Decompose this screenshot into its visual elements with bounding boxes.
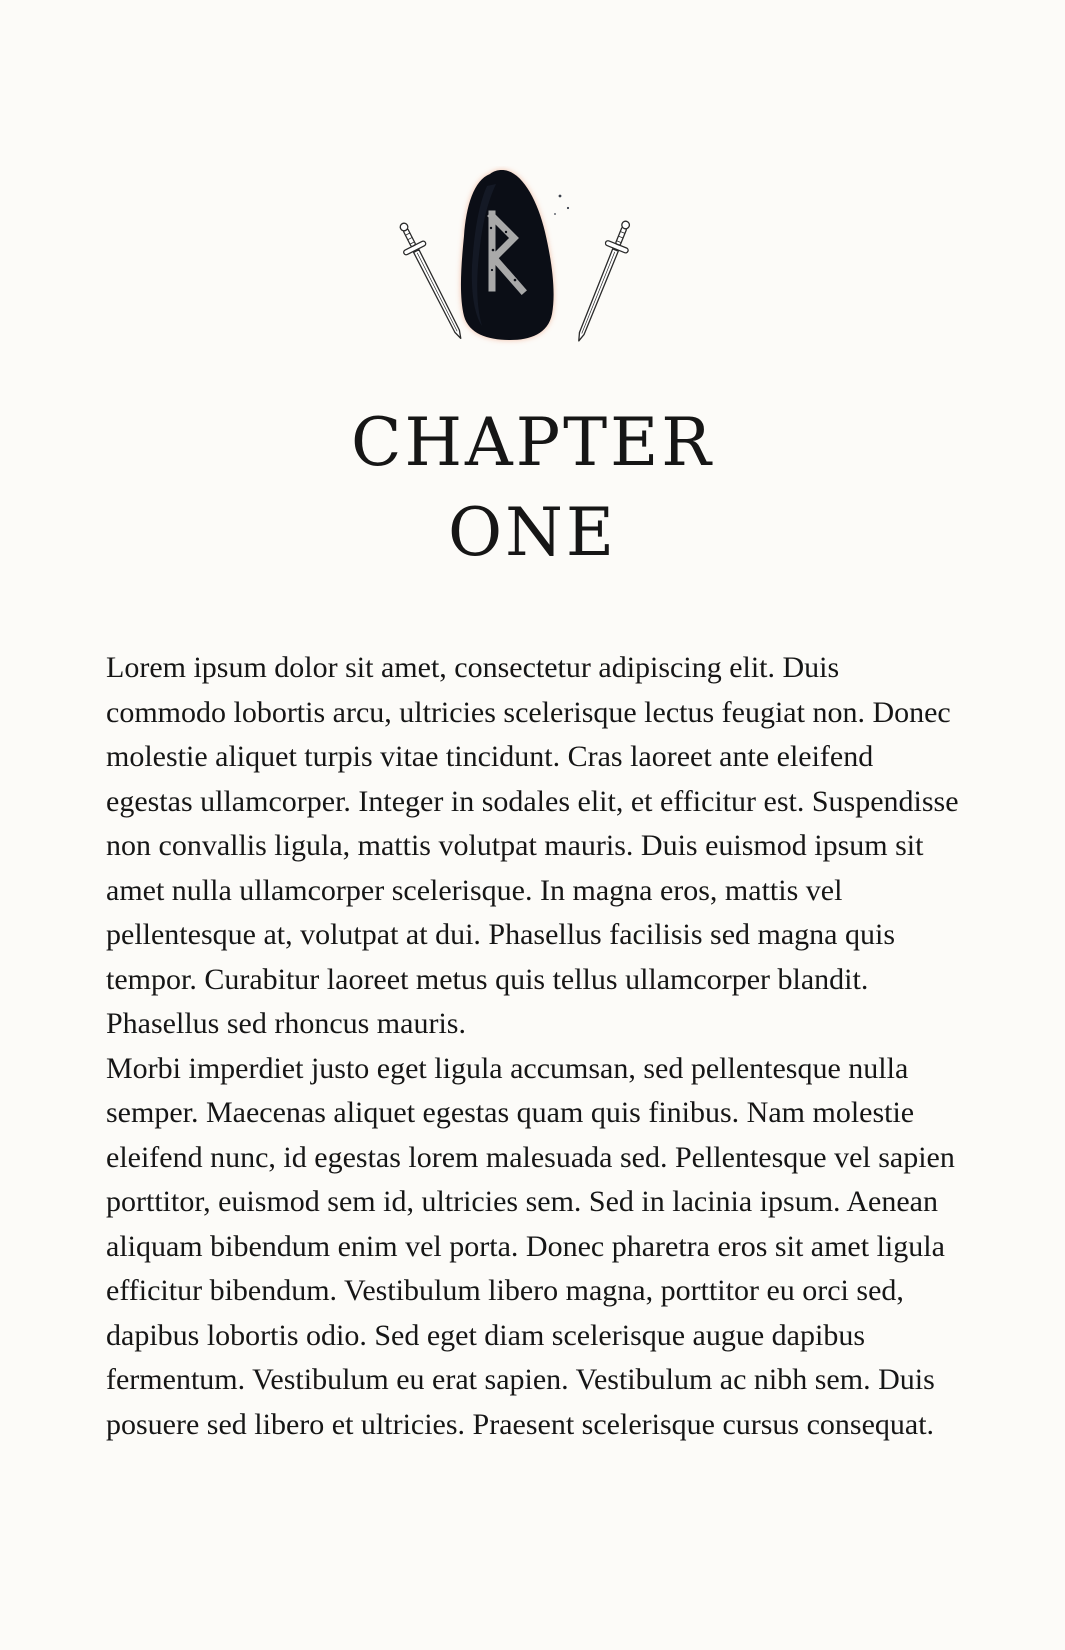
rune-stone-icon	[461, 170, 569, 340]
chapter-title	[0, 398, 1065, 578]
paragraph: Morbi imperdiet justo eget ligula accumsan, sed pellentesque nulla semper. Maecenas aliquet egestas quam quis finibus. Nam molestie eleifend nunc, id egestas lorem malesuada sed. Pellentesque vel sapien porttitor, euismod sem id, ultricies sem. Sed in lacinia ipsum. Aenean aliquam bibendum enim vel porta. Donec pharetra eros sit amet ligula efficitur bibendum. Vestibulum libero magna, porttitor eu orci sed, dapibus lobortis odio. Sed eget diam scelerisque augue dapibus fermentum. Vestibulum eu erat sapien. Vestibulum ac nibh sem. Duis posuere sed libero et ultricies. Praesent scelerisque cursus consequat.	[106, 1051, 955, 1441]
chapter-title-line-1: CHAPTER	[350, 404, 715, 481]
chapter-title-line-2: ONE	[447, 494, 618, 571]
right-sword-icon	[568, 217, 639, 345]
paragraph: Lorem ipsum dolor sit amet, consectetur adipiscing elit. Duis commodo lobortis arcu, ultricies scelerisque lectus feugiat non. Donec molestie aliquet turpis vitae tincidunt. Cras laoreet ante eleifend egestas ullamcorper. Integer in sodales elit, et efficitur est. Suspendisse non convallis ligula, mattis volutpat mauris. Duis euismod ipsum sit amet nulla ullamcorper scelerisque. In magna eros, mattis vel pellentesque at, volutpat at dui. Phasellus facilisis sed magna quis tempor. Curabitur laoreet metus quis tellus ullamcorper blandit. Phasellus sed rhoncus mauris.	[106, 651, 959, 1040]
chapter-body	[106, 646, 966, 1447]
chapter-emblem	[392, 166, 642, 362]
left-sword-icon	[392, 218, 471, 344]
